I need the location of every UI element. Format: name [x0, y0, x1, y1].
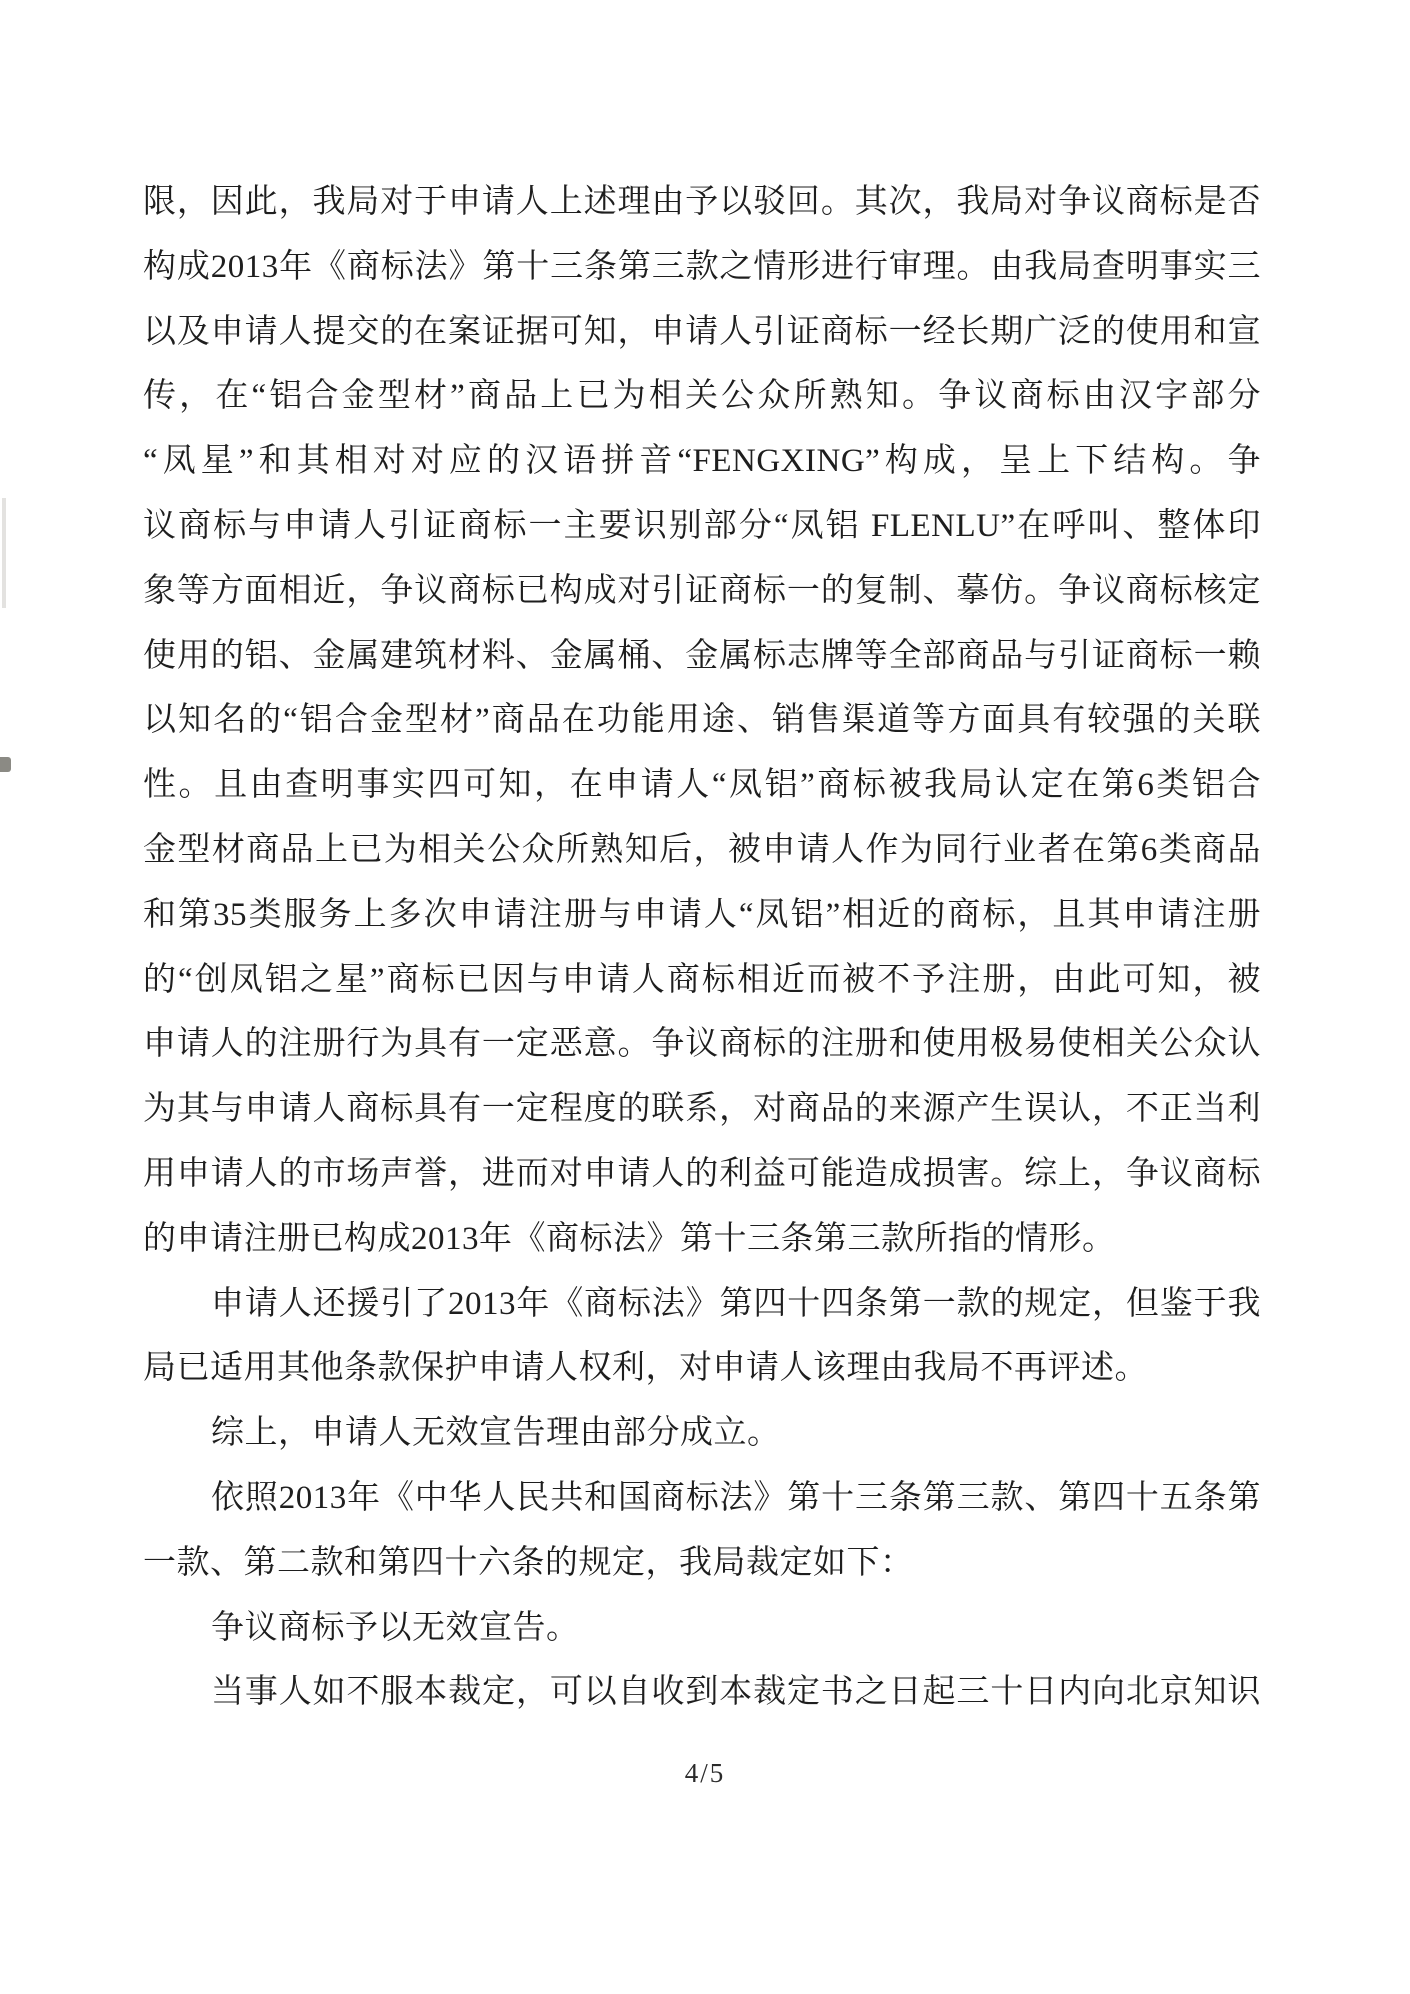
text-line: 局已适用其他条款保护申请人权利，对申请人该理由我局不再评述。	[143, 1350, 1148, 1387]
text-line: 的“创凤铝之星”商标已因与申请人商标相近而被不予注册，由此可知，被	[143, 961, 1261, 998]
text-line: 构成2013年《商标法》第十三条第三款之情形进行审理。由我局查明事实三	[143, 248, 1261, 285]
body-text	[143, 170, 1261, 1725]
scan-artifact-smudge	[0, 757, 11, 772]
text-line: 一款、第二款和第四十六条的规定，我局裁定如下：	[143, 1544, 914, 1581]
text-line: 以及申请人提交的在案证据可知，申请人引证商标一经长期广泛的使用和宣	[143, 313, 1261, 350]
text-line: 当事人如不服本裁定，可以自收到本裁定书之日起三十日内向北京知识	[211, 1674, 1261, 1711]
page-number: 4/5	[684, 1758, 726, 1788]
text-line: 象等方面相近，争议商标已构成对引证商标一的复制、摹仿。争议商标核定	[143, 572, 1261, 609]
text-line: 争议商标予以无效宣告。	[211, 1609, 580, 1646]
text-line: 使用的铝、金属建筑材料、金属桶、金属标志牌等全部商品与引证商标一赖	[143, 637, 1261, 674]
text-line: 为其与申请人商标具有一定程度的联系，对商品的来源产生误认，不正当利	[143, 1091, 1261, 1128]
text-line: 传，在“铝合金型材”商品上已为相关公众所熟知。争议商标由汉字部分	[143, 378, 1261, 415]
text-line: 金型材商品上已为相关公众所熟知后，被申请人作为同行业者在第6类商品	[143, 831, 1261, 868]
text-line: 议商标与申请人引证商标一主要识别部分“凤铝 FLENLU”在呼叫、整体印	[143, 507, 1261, 544]
text-line: “凤星”和其相对对应的汉语拼音“FENGXING”构成，呈上下结构。争	[143, 443, 1261, 480]
text-line: 以知名的“铝合金型材”商品在功能用途、销售渠道等方面具有较强的关联	[143, 702, 1261, 739]
scan-artifact-line	[2, 498, 6, 608]
text-line: 用申请人的市场声誉，进而对申请人的利益可能造成损害。综上，争议商标	[143, 1155, 1261, 1192]
text-line: 申请人的注册行为具有一定恶意。争议商标的注册和使用极易使相关公众认	[143, 1026, 1261, 1063]
text-line: 的申请注册已构成2013年《商标法》第十三条第三款所指的情形。	[143, 1220, 1116, 1257]
text-line: 申请人还援引了2013年《商标法》第四十四条第一款的规定，但鉴于我	[211, 1285, 1261, 1322]
text-line: 限，因此，我局对于申请人上述理由予以驳回。其次，我局对争议商标是否	[143, 184, 1261, 220]
text-line: 综上，申请人无效宣告理由部分成立。	[211, 1415, 781, 1452]
text-line: 性。且由查明事实四可知，在申请人“凤铝”商标被我局认定在第6类铝合	[143, 767, 1261, 804]
text-line: 和第35类服务上多次申请注册与申请人“凤铝”相近的商标，且其申请注册	[143, 896, 1261, 933]
text-line: 依照2013年《中华人民共和国商标法》第十三条第三款、第四十五条第	[211, 1479, 1261, 1516]
